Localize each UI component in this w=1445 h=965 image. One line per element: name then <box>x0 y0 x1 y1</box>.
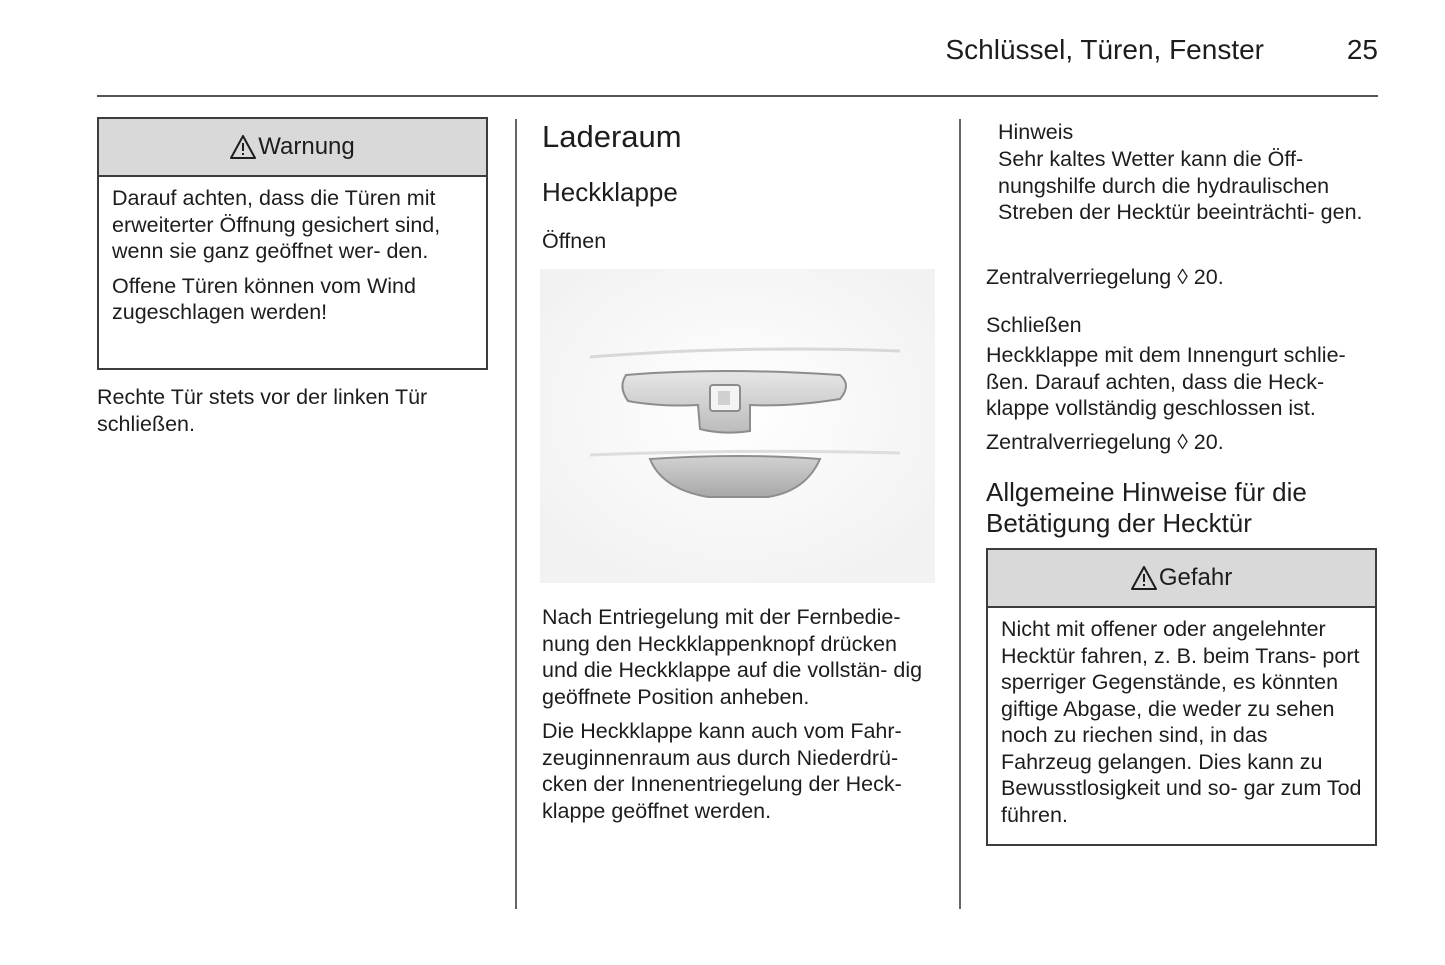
body-paragraph: Die Heckklappe kann auch vom Fahr- zeuginnenraum aus durch Niederdrü- cken der Innenentriegelung der Heck- klappe geöffnet werden. <box>542 719 902 823</box>
body-paragraph: Rechte Tür stets vor der linken Tür schließen. <box>97 385 428 436</box>
warning-text: Darauf achten, dass die Türen mit erweiterter Öffnung gesichert sind, wenn sie ganz geöffnet wer- den. <box>112 186 441 263</box>
warning-triangle-icon <box>1131 566 1157 590</box>
warning-text: Offene Türen können vom Wind zugeschlagen werden! <box>112 273 416 324</box>
danger-box <box>986 548 1377 846</box>
subsubsection-heading: Schließen <box>986 313 1082 337</box>
note-text: Sehr kaltes Wetter kann die Öff- nungshilfe durch die hydraulischen Streben der Hecktür beeinträchti- gen. <box>998 147 1363 224</box>
warning-triangle-icon <box>230 135 256 159</box>
body-paragraph: Heckklappe mit dem Innengurt schlie- ßen. Darauf achten, dass die Heck- klappe vollständig geschlossen ist. <box>986 343 1346 420</box>
header-divider <box>97 95 1378 97</box>
note-title: Hinweis <box>998 120 1074 144</box>
column-divider <box>959 119 961 909</box>
danger-box-header <box>988 550 1375 608</box>
warning-box-header <box>99 119 486 177</box>
page-header-title: Schlüssel, Türen, Fenster <box>945 34 1264 65</box>
danger-title: Gefahr <box>1158 564 1233 591</box>
warning-title: Warnung <box>258 133 355 160</box>
cross-reference: Zentralverriegelung ◊ 20. <box>986 265 1224 289</box>
column-divider <box>515 119 517 909</box>
subsection-heading: Allgemeine Hinweise für die Betätigung der Hecktür <box>986 477 1307 538</box>
cross-reference: Zentralverriegelung ◊ 20. <box>986 430 1224 454</box>
subsection-heading: Heckklappe <box>542 177 678 207</box>
warning-box <box>97 117 488 370</box>
body-paragraph: Nach Entriegelung mit der Fernbedie- nung den Heckklappenknopf drücken und die Heckklappe auf die vollstän- dig geöffnete Position anheben. <box>542 605 923 709</box>
page-number: 25 <box>1346 34 1378 65</box>
tailgate-handle-illustration <box>540 269 935 583</box>
danger-text: Nicht mit offener oder angelehnter Hecktür fahren, z. B. beim Trans- port sperriger Gegenstände, es könnten giftige Abgase, die weder zu sehen noch zu riechen sind, in das Fahrzeug gelangen. Dies kann zu Bewusstlosigkeit und so- gar zum Tod führen. <box>1001 617 1362 827</box>
section-heading: Laderaum <box>542 119 682 154</box>
subsubsection-heading: Öffnen <box>542 229 607 253</box>
